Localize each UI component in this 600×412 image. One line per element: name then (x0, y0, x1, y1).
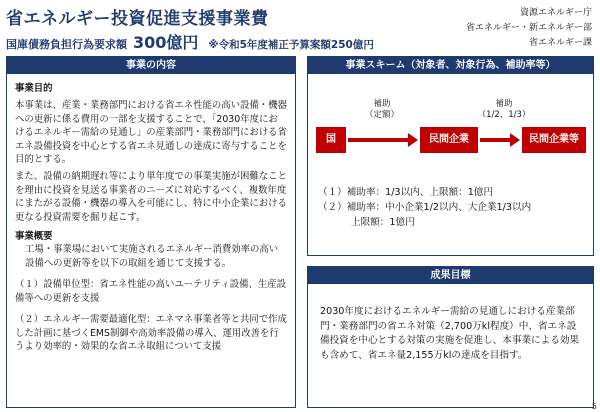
arrow2-label (476, 99, 532, 121)
subsidy-rates (318, 185, 531, 230)
arrow1-label-line1: 補助 (373, 99, 391, 109)
goal-text: 2030年度におけるエネルギー需給の見通しにおける産業部門・業務部門の省エネ対策（2,700万kl程度）中、省エネ設備投資を中心とする対策の実施を促進し、本事業による効果も含めて、省エネ量2,155万klの達成を目指す。 (320, 306, 580, 361)
budget-label: 国庫債務負担行為要求額 (6, 38, 127, 51)
overview-item-1: （１）設備単位型：省エネ性能の高いユーテリティ設備、生産設備等への更新を支援 (15, 279, 286, 304)
business-content-body (7, 74, 295, 359)
overview-item-2: （２）エネルギー需要最適化型：エネマネ事業者等と共同で作成した計画に基づくEMS制御や高効率設備の導入、運用改善を行うより効率的・効果的な省エネ取組について支援 (15, 314, 287, 352)
flow-box-country: 国 (316, 127, 346, 153)
flow-arrow-1 (348, 133, 418, 147)
business-content-heading: 事業の内容 (7, 57, 295, 74)
overview-heading: 事業概要 (15, 231, 53, 243)
rate-line-1: （１）補助率：1/3以内、上限額：1億円 (318, 187, 494, 198)
budget-amount: 300億円 (133, 33, 199, 52)
arrow1-label-line2: （定額） (364, 110, 399, 120)
flow-arrow-2 (480, 133, 520, 147)
arrow1-label (346, 99, 418, 121)
flow-box-private-company: 民間企業 (420, 127, 478, 153)
scheme-panel (307, 56, 594, 256)
agency-line: 資源エネルギー庁 (519, 8, 592, 18)
scheme-flow (316, 99, 586, 153)
scheme-heading: 事業スキーム（対象者、対象行為、補助率等） (308, 57, 593, 74)
rate-line-2: （２）補助率：中小企業1/2以内、大企業1/3以内 (318, 202, 532, 213)
supplementary-budget: ※令和5年度補正予算案額250億円 (208, 39, 374, 51)
budget-line (6, 30, 374, 53)
agency-line: 省エネルギー・新エネルギー部 (465, 23, 592, 33)
rate-line-3: 上限額：1億円 (351, 217, 415, 228)
agency-line: 省エネルギー課 (528, 38, 592, 48)
overview-intro: 工場・事業場において実施されるエネルギー消費効率の高い設備への更新等を以下の取組を通じて支援する。 (25, 244, 279, 269)
arrow2-label-line2: （1/2、1/3） (477, 110, 531, 120)
goal-panel (307, 266, 594, 408)
business-content-panel (6, 56, 296, 408)
goal-heading: 成果目標 (308, 267, 593, 284)
page-number: 5 (591, 402, 597, 411)
flow-box-private-companies-etc: 民間企業等 (522, 127, 586, 153)
agency-block (466, 6, 592, 51)
purpose-paragraph-2: また、設備の納期遅れ等により単年度での事業実施が困難なことを理由に投資を見送る事業者のニーズに対応するべく、複数年度にまたがる設備・機器の導入を可能にし、特に中小企業における更なる投資需要を掘り起こす。 (15, 171, 287, 223)
page-title: 省エネルギー投資促進支援事業費 (6, 9, 269, 29)
purpose-paragraph-1: 本事業は、産業・業務部門における省エネ性能の高い設備・機器への更新に係る費用の一部を支援することで、「2030年度におけるエネルギー需給の見通し」の産業部門・業務部門における省エネ設備投資を中心とする省エネ見通しの達成に寄与することを目的とする。 (15, 100, 287, 166)
purpose-heading: 事業目的 (15, 83, 53, 94)
arrow2-label-line1: 補助 (495, 99, 513, 109)
